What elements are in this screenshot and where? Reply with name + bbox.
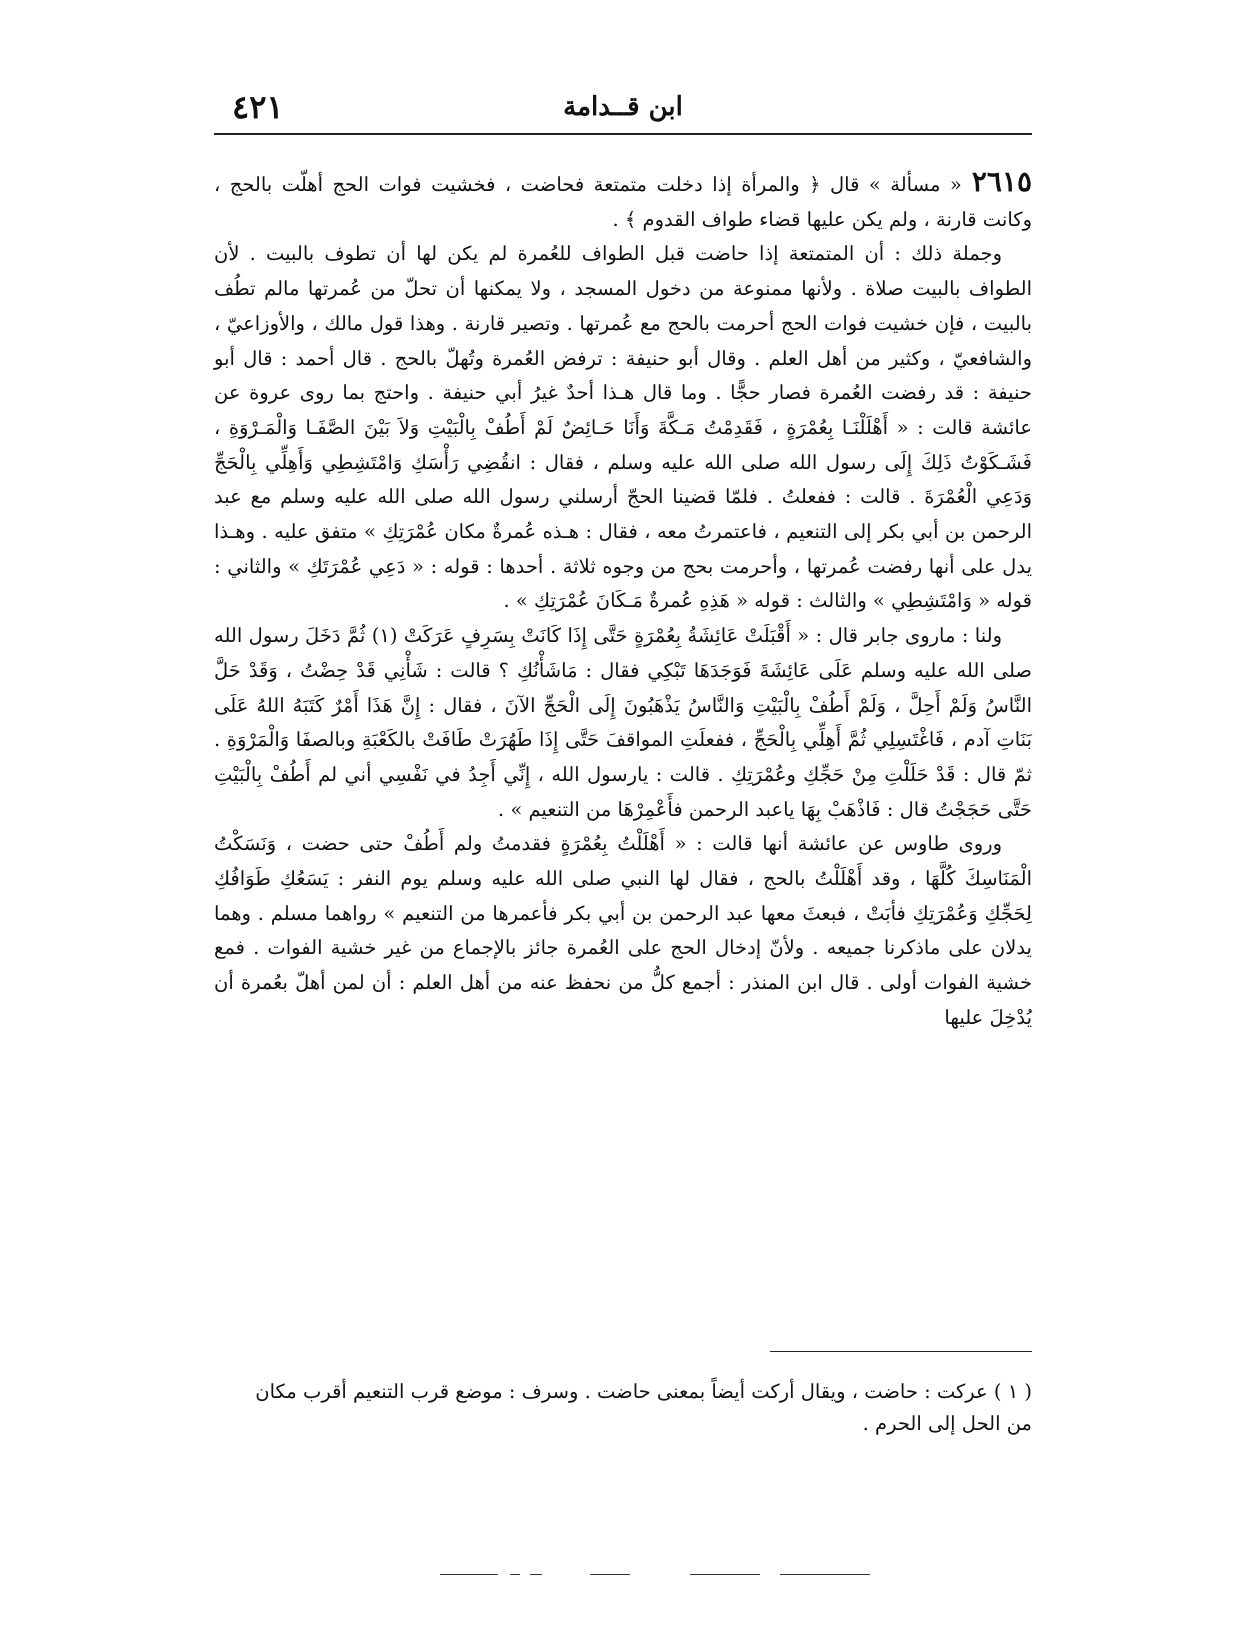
paragraph: وروى طاوس عن عائشة أنها قالت : « أَهْلَلْتُ بِعُمْرَةٍ فقدمتُ ولم أَطُفْ حتى حضت ، وَنَسَكْتُ الْمَنَاسِكَ كُلَّهَا ، وقد أَهْلَلْتُ بالحج ، فقال لها النبي صلى الله عليه وسلم يوم النفر : يَسَعُكِ طَوَافُكِ لِحَجِّكِ وَعُمْرَتِكِ فأبَتْ ، فبعثَ معها عبد الرحمن بن أبي بكر فأعمرها من التنعيم » رواهما مسلم . وهما يدلان على ماذكرنا جميعه . ولأنّ إدخال الحج على العُمرة جائز بالإجماع من غير خشية الفوات . فمع خشية الفوات أولى . قال ابن المنذر : أجمع كلُّ من نحفظ عنه من أهل العلم : أن لمن أهلّ بعُمرة أن يُدْخِلَ عليها	[214, 832, 1032, 1029]
page-number: ٤٢١	[232, 88, 284, 126]
header-divider	[214, 133, 1032, 135]
paragraph-issue	[214, 165, 1032, 237]
scan-mark	[530, 1574, 542, 1575]
issue-text: « مسألة » قال ﴿ والمرأة إذا دخلت متمتعة فحاضت ، فخشيت فوات الحج أهلّت بالحج ، وكانت قارنة ، ولم يكن عليها قضاء طواف القدوم ﴾ .	[214, 173, 1032, 231]
footnote-divider	[770, 1351, 1032, 1352]
scan-mark	[440, 1574, 498, 1575]
running-title: ابن قــدامة	[563, 92, 683, 122]
scan-mark	[780, 1574, 870, 1575]
page-header	[214, 88, 1032, 130]
scan-mark	[510, 1574, 520, 1575]
scan-marks	[440, 1574, 900, 1578]
footnote-line: ( ١ ) عركت : حاضت ، ويقال أركت أيضاً بمعنى حاضت . وسرف : موضع قرب التنعيم أقرب مكان	[255, 1380, 1032, 1403]
paragraph: ولنا : ماروى جابر قال : « أَقْبَلَتْ عَائِشَةُ بِعُمْرَةٍ حَتَّى إِذَا كَانَتْ بِسَرِفٍ عَرَكَتْ (١) ثُمَّ دَخَلَ رسول الله صلى الله عليه وسلم عَلَى عَائِشَةَ فَوَجَدَهَا تَبْكِي فقال : مَاشَأْنُكِ ؟ قالت : شَأْنِي قَدْ حِضْتُ ، وَقَدْ حَلَّ النَّاسُ وَلَمْ أَحِلَّ ، وَلَمْ أَطُفْ بِالْبَيْتِ وَالنَّاسُ يَذْهَبُونَ إِلَى الْحَجِّ الآنَ ، فقال : إِنَّ هَذَا أَمْرٌ كَتَبَهُ اللهُ عَلَى بَنَاتِ آدم ، فَاغْتَسِلِي ثُمَّ أَهِلِّي بِالْحَجِّ ، ففعلَتِ المواقفَ حَتَّى إِذَا طَهُرَتْ طَافَتْ بالكَعْبَةِ وبالصفَا وَالْمَرْوَةِ . ثمّ قال : قَدْ حَلَلْتِ مِنْ حَجِّكِ وعُمْرَتِكِ . قالت : يارسول الله ، إِنِّي أَجِدُ في نَفْسِي أني لم أَطُفْ بِالْبَيْتِ حَتَّى حَجَجْتُ قال : فَاذْهَبْ بِهَا ياعبد الرحمن فأَعْمِرْهَا من التنعيم » .	[214, 624, 1032, 821]
main-text	[214, 165, 1032, 1036]
scan-mark	[590, 1574, 630, 1575]
footnote	[214, 1376, 1032, 1440]
footnote-line: من الحل إلى الحرم .	[862, 1412, 1032, 1435]
issue-number: ٢٦١٥	[971, 165, 1032, 198]
scan-mark	[690, 1574, 760, 1575]
paragraph: وجملة ذلك : أن المتمتعة إذا حاضت قبل الطواف للعُمرة لم يكن لها أن تطوف بالبيت . لأن الطواف بالبيت صلاة . ولأنها ممنوعة من دخول المسجد ، ولا يمكنها أن تحلّ من عُمرتها مالم تطُف بالبيت ، فإن خشيت فوات الحج أحرمت بالحج مع عُمرتها . وتصير قارنة . وهذا قول مالك ، والأوزاعيّ ، والشافعيّ ، وكثير من أهل العلم . وقال أبو حنيفة : ترفض العُمرة وتُهلّ بالحج . قال أحمد : قال أبو حنيفة : قد رفضت العُمرة فصار حجًّا . وما قال هـذا أحدٌ غيرُ أبي حنيفة . واحتج بما روى عروة عن عائشة قالت : « أَهْلَلْنَـا بِعُمْرَةٍ ، فَقَدِمْتُ مَـكَّةَ وَأَنَا حَـائِضٌ لَمْ أَطُفْ بِالْبَيْتِ وَلاَ بَيْنَ الصَّفَـا وَالْمَـرْوَةِ ، فَشَـكَوْتُ ذَلِكَ إِلَى رسول الله صلى الله عليه وسلم ، فقال : انقُضِي رَأْسَكِ وَامْتَشِطِي وَأَهِلِّي بِالْحَجِّ وَدَعِي الْعُمْرَةَ . قالت : ففعلتُ . فلمّا قضينا الحجّ أرسلني رسول الله صلى الله عليه وسلم مع عبد الرحمن بن أبي بكر إلى التنعيم ، فاعتمرتُ معه ، فقال : هـذه عُمرةٌ مكان عُمْرَتِكِ » متفق عليه . وهـذا يدل على أنها رفضت عُمرتها ، وأحرمت بحج من وجوه ثلاثة . أحدها : قوله : « دَعِي عُمْرَتَكِ » والثاني : قوله « وَامْتَشِطِي » والثالث : قوله « هَذِهِ عُمرةٌ مَـكَانَ عُمْرَتِكِ » .	[214, 242, 1032, 613]
